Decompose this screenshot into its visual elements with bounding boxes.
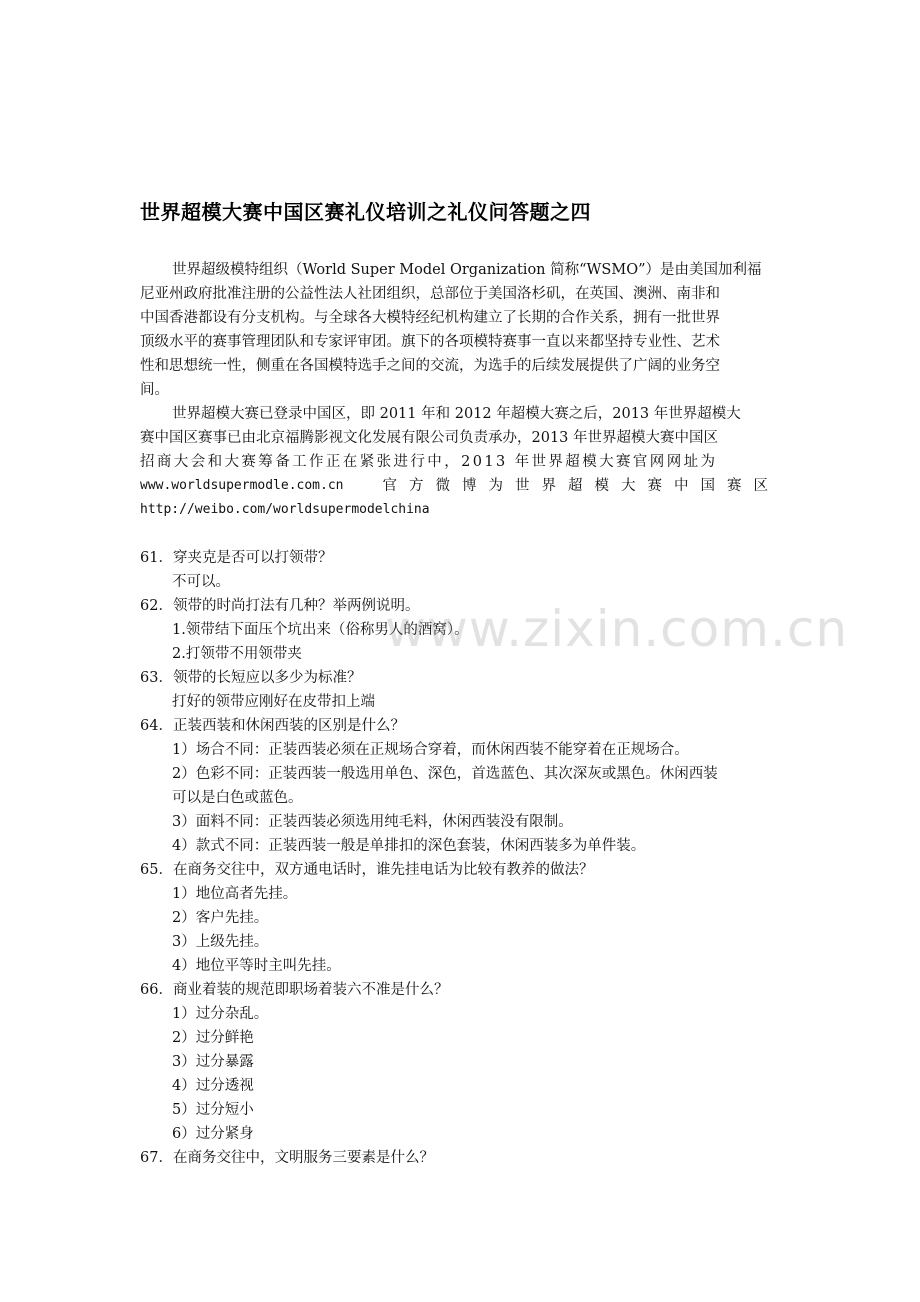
answer-line: 1）过分杂乱。 — [172, 1006, 269, 1022]
answer-line: 1）场合不同：正装西装必须在正规场合穿着，而休闲西装不能穿着在正规场合。 — [172, 742, 689, 758]
answer-line: 打好的领带应刚好在皮带扣上端 — [172, 694, 375, 710]
answer-line: 可以是白色或蓝色。 — [172, 790, 303, 806]
answer-line: 5）过分短小 — [172, 1102, 254, 1118]
intro-p1-line: 世界超级模特组织（World Super Model Organization 简称“WSMO”）是由美国加利福 — [172, 262, 762, 278]
answer-line: 1）地位高者先挂。 — [172, 886, 298, 902]
question-item: 66．商业着装的规范即职场着装六不准是什么？ — [140, 982, 449, 998]
answer-line: 3）上级先挂。 — [172, 934, 269, 950]
answer-line: 4）过分透视 — [172, 1078, 254, 1094]
answer-line: 3）过分暴露 — [172, 1054, 254, 1070]
question-item: 62．领带的时尚打法有几种？举两例说明。 — [140, 598, 420, 614]
question-item: 61．穿夹克是否可以打领带？ — [140, 550, 333, 566]
intro-p2-website-line — [140, 474, 780, 498]
intro-p2-line: 招商大会和大赛筹备工作正在紧张进行中，2013 年世界超模大赛官网网址为 — [140, 454, 718, 470]
answer-line: 6）过分紧身 — [172, 1126, 254, 1142]
weibo-url[interactable]: http://weibo.com/worldsupermodelchina — [140, 502, 430, 517]
answer-line: 2）过分鲜艳 — [172, 1030, 254, 1046]
intro-p2-line: 赛中国区赛事已由北京福腾影视文化发展有限公司负责承办，2013 年世界超模大赛中国区 — [140, 430, 719, 446]
watermark-text: www.zixin.com.cn — [385, 600, 849, 658]
answer-line: 不可以。 — [172, 574, 230, 590]
intro-p2-line: 世界超模大赛已登录中国区，即 2011 年和 2012 年超模大赛之后，2013 年世界超模大 — [172, 406, 741, 422]
answer-line: 4）款式不同：正装西装一般是单排扣的深色套装，休闲西装多为单件装。 — [172, 838, 646, 854]
intro-p1-line: 性和思想统一性，侧重在各国模特选手之间的交流，为选手的后续发展提供了广阔的业务空 — [140, 358, 720, 374]
question-item: 65．在商务交往中，双方通电话时，谁先挂电话为比较有教养的做法？ — [140, 862, 594, 878]
answer-line: 2.打领带不用领带夹 — [172, 646, 302, 662]
answer-line: 2）客户先挂。 — [172, 910, 269, 926]
answer-line: 3）面料不同：正装西装必须选用纯毛料，休闲西装没有限制。 — [172, 814, 573, 830]
answer-line: 4）地位平等时主叫先挂。 — [172, 958, 341, 974]
intro-p1-line: 间。 — [140, 382, 169, 398]
intro-p1-line: 尼亚州政府批准注册的公益性法人社团组织，总部位于美国洛杉矶，在英国、澳洲、南非和 — [140, 286, 720, 302]
answer-line: 1.领带结下面压个坑出来（俗称男人的酒窝）。 — [172, 622, 469, 638]
question-item: 64．正装西装和休闲西装的区别是什么？ — [140, 718, 405, 734]
question-item: 67．在商务交往中，文明服务三要素是什么？ — [140, 1150, 434, 1166]
website-url[interactable]: www.worldsupermodle.com.cn — [140, 478, 344, 493]
question-item: 63．领带的长短应以多少为标准？ — [140, 670, 362, 686]
intro-p1-line: 中国香港都设有分支机构。与全球各大模特经纪机构建立了长期的合作关系，拥有一批世界 — [140, 310, 720, 326]
weibo-label: 官方微博为世界超模大赛中国赛区 — [382, 478, 780, 494]
document-title: 世界超模大赛中国区赛礼仪培训之礼仪问答题之四 — [140, 200, 591, 224]
answer-line: 2）色彩不同：正装西装一般选用单色、深色，首选蓝色、其次深灰或黑色。休闲西装 — [172, 766, 718, 782]
intro-p1-line: 顶级水平的赛事管理团队和专家评审团。旗下的各项模特赛事一直以来都坚持专业性、艺术 — [140, 334, 720, 350]
